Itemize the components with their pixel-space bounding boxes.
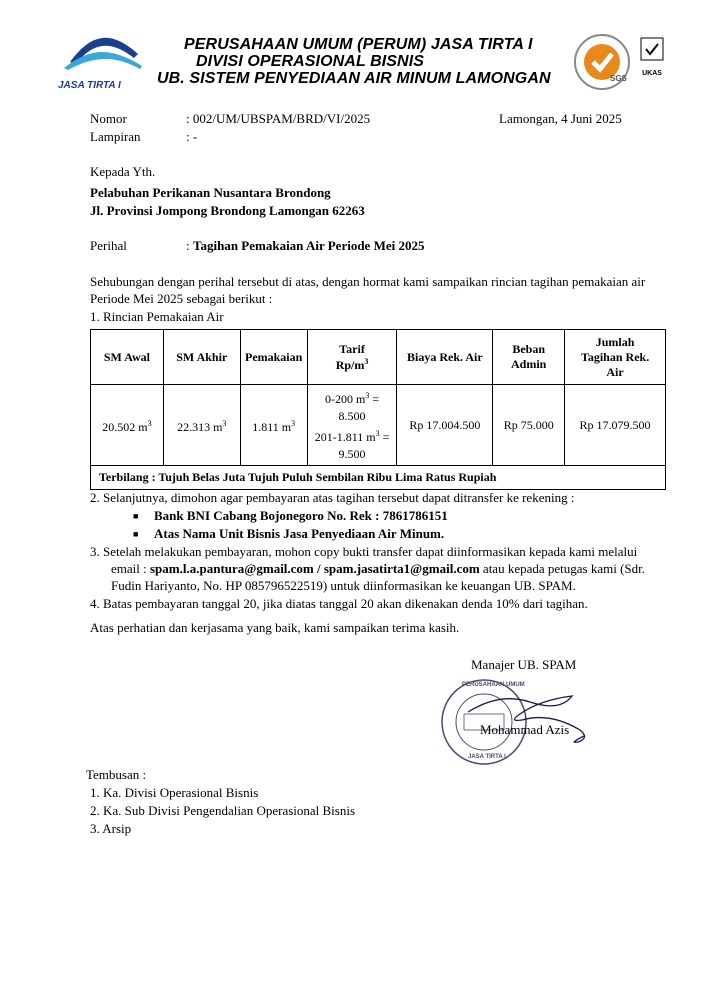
closing-text: Atas perhatian dan kerjasama yang baik, kami sampaikan terima kasih.: [90, 620, 460, 635]
cell-tarif: [307, 385, 397, 466]
sm-awal-value: 20.502 m: [102, 419, 148, 434]
item4-text: 4. Batas pembayaran tanggal 20, jika diatas tanggal 20 akan dikenakan denda 10% dari tagihan.: [90, 596, 588, 611]
sgs-certification-badge: [572, 32, 632, 92]
subject-value: Tagihan Pemakaian Air Periode Mei 2025: [193, 238, 425, 253]
header-jumlah: [565, 330, 666, 385]
signatory-name: Mohammad Azis: [480, 722, 570, 737]
subject-colon: :: [186, 238, 190, 253]
header-tarif-line2: Rp/m: [335, 357, 365, 372]
header-tarif-sup: 3: [364, 356, 369, 366]
cell-pemakaian: [240, 385, 307, 466]
cell-jumlah: Rp 17.079.500: [565, 385, 666, 466]
sgs-label: SGS: [610, 74, 627, 83]
billing-table: [90, 329, 666, 490]
item1-title: 1. Rincian Pemakaian Air: [90, 309, 224, 324]
stamp-top-text: PERUSAHAAN UMUM: [462, 682, 525, 688]
table-header-row: [91, 330, 666, 385]
greeting: Kepada Yth.: [90, 164, 156, 179]
ukas-label: UKAS: [642, 70, 662, 77]
bullet-mark-1: ■: [133, 511, 139, 521]
tarif-1a: 0-200 m: [324, 392, 366, 406]
ukas-certification-badge: [638, 36, 666, 88]
cell-biaya: Rp 17.004.500: [397, 385, 493, 466]
item3-line1: 3. Setelah melakukan pembayaran, mohon copy bukti transfer dapat diinformasikan kepada kami melalui: [90, 544, 638, 559]
sm-akhir-value: 22.313 m: [177, 419, 223, 434]
logo-text: JASA TIRTA I: [58, 80, 121, 91]
recipient-address: Jl. Provinsi Jompong Brondong Lamongan 62263: [90, 203, 365, 218]
cc-item: 2. Ka. Sub Divisi Pengendalian Operasional Bisnis: [90, 803, 356, 818]
header-sm-awal: SM Awal: [91, 330, 164, 385]
item3-line2: [111, 561, 645, 577]
lampiran-label: Lampiran: [90, 129, 141, 144]
bullet-mark-2: ■: [133, 529, 139, 539]
item3-line3: Fudin Hariyanto, No. HP 085796522519) untuk diinformasikan ke keuangan UB. SPAM.: [111, 578, 576, 593]
pemakaian-value: 1.811 m: [252, 419, 292, 434]
terbilang-row: [91, 466, 666, 490]
terbilang-text: Terbilang : Tujuh Belas Juta Tujuh Puluh Sembilan Ribu Lima Ratus Rupiah: [91, 466, 666, 490]
header-jumlah-3: Air: [606, 364, 624, 379]
subject-label: Perihal: [90, 238, 127, 253]
certification-seal-icon: [572, 32, 632, 92]
tarif-3a: 201-1.811 m: [314, 430, 376, 444]
tarif-1b: =: [369, 392, 380, 406]
intro-line1: Sehubungan dengan perihal tersebut di atas, dengan hormat kami sampaikan rincian tagihan pemakaian air: [90, 274, 646, 289]
tarif-2: 8.500: [338, 409, 366, 423]
header-jumlah-2: Tagihan Rek.: [580, 349, 650, 364]
item2-text: 2. Selanjutnya, dimohon agar pembayaran atas tagihan tersebut dapat ditransfer ke rekening :: [90, 490, 575, 505]
place-date: Lamongan, 4 Juni 2025: [499, 111, 622, 126]
sm-akhir-sup: 3: [222, 418, 227, 428]
recipient-name: Pelabuhan Perikanan Nusantara Brondong: [90, 185, 331, 200]
wave-logo-icon: [58, 32, 148, 72]
cc-label: Tembusan :: [86, 767, 147, 782]
account-name: Atas Nama Unit Bisnis Jasa Penyediaan Air Minum.: [154, 526, 445, 541]
letterhead-line3: UB. SISTEM PENYEDIAAN AIR MINUM LAMONGAN: [157, 70, 551, 87]
header-sm-akhir: SM Akhir: [163, 330, 240, 385]
letterhead-line1: PERUSAHAAN UMUM (PERUM) JASA TIRTA I: [184, 36, 533, 53]
tarif-sup-1: 3: [365, 391, 370, 400]
header-pemakaian: Pemakaian: [240, 330, 307, 385]
company-logo: [58, 32, 148, 90]
item3-email-label: email :: [111, 561, 150, 576]
tarif-3b: =: [379, 430, 390, 444]
header-beban-admin: [493, 330, 565, 385]
nomor-label: Nomor: [90, 111, 127, 126]
lampiran-value: : -: [186, 129, 198, 144]
tarif-4: 9.500: [338, 447, 366, 461]
cell-admin: Rp 75.000: [493, 385, 565, 466]
header-tarif-line1: Tarif: [339, 341, 365, 356]
sm-awal-sup: 3: [147, 418, 152, 428]
letterhead-line2: DIVISI OPERASIONAL BISNIS: [196, 53, 425, 70]
cell-sm-akhir: [163, 385, 240, 466]
cell-sm-awal: [91, 385, 164, 466]
header-biaya: Biaya Rek. Air: [397, 330, 493, 385]
header-tarif: [307, 330, 397, 385]
bank-account: Bank BNI Cabang Bojonegoro No. Rek : 7861786151: [154, 508, 448, 523]
header-admin: Admin: [511, 357, 547, 371]
intro-line2: Periode Mei 2025 sebagai berikut :: [90, 291, 273, 306]
crown-tick-icon: [638, 36, 666, 66]
handwritten-signature: [460, 672, 610, 752]
item3-line2-rest: atau kepada petugas kami (Sdr.: [479, 561, 646, 576]
pemakaian-sup: 3: [291, 418, 296, 428]
header-jumlah-1: Jumlah: [595, 334, 635, 349]
cc-item: 1. Ka. Divisi Operasional Bisnis: [90, 785, 259, 800]
table-row: [91, 385, 666, 466]
signatory-title: Manajer UB. SPAM: [471, 657, 577, 672]
stamp-bottom-text: JASA TIRTA I: [468, 754, 506, 760]
header-beban: Beban: [512, 342, 546, 356]
nomor-value: : 002/UM/UBSPAM/BRD/VI/2025: [186, 111, 371, 126]
email-addresses: spam.l.a.pantura@gmail.com / spam.jasatirta1@gmail.com: [150, 561, 480, 576]
tarif-sup-2: 3: [375, 429, 380, 438]
cc-item: 3. Arsip: [90, 821, 132, 836]
